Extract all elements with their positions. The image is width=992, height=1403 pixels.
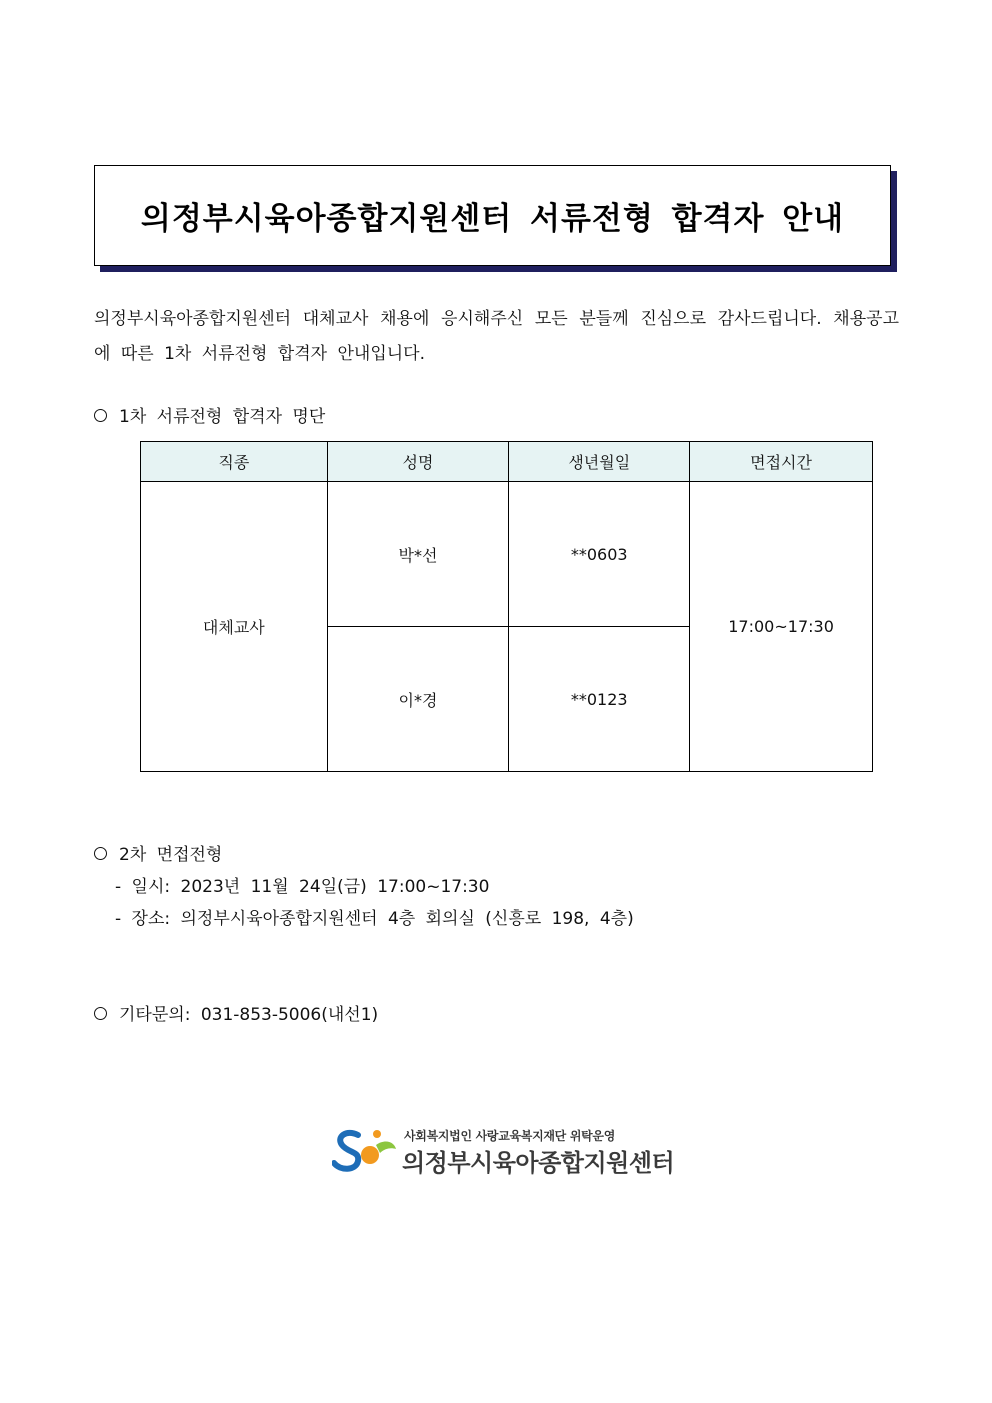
page-title: 의정부시육아종합지원센터 서류전형 합격자 안내 [140, 201, 845, 237]
interview-place-line: - 장소: 의정부시육아종합지원센터 4층 회의실 (신흥로 198, 4층) [115, 909, 634, 929]
logo-name: 의정부시육아종합지원센터 [402, 1149, 675, 1177]
header-job: 직종 [141, 442, 328, 482]
logo-emblem-icon [332, 1125, 400, 1175]
logo-subtitle: 사회복지법인 사랑교육복지재단 위탁운영 [404, 1129, 616, 1143]
name-cell: 박*선 [327, 482, 509, 627]
center-logo [332, 1125, 675, 1177]
section1-heading-text: 1차 서류전형 합격자 명단 [119, 407, 326, 427]
intro-paragraph: 의정부시육아종합지원센터 대체교사 채용에 응시해주신 모든 분들께 진심으로 감사드립니다. 채용공고에 따른 1차 서류전형 합격자 안내입니다. [94, 309, 899, 364]
circle-bullet-icon [94, 409, 107, 422]
name-cell: 이*경 [327, 627, 509, 772]
interview-time-cell: 17:00~17:30 [690, 482, 873, 772]
birth-cell: **0123 [509, 627, 690, 772]
header-birth: 생년월일 [509, 442, 690, 482]
circle-bullet-icon [94, 847, 107, 860]
contact-text: 기타문의: 031-853-5006(내선1) [119, 1005, 379, 1025]
header-interview-time: 면접시간 [690, 442, 873, 482]
passer-table [140, 441, 873, 772]
section1-heading [94, 402, 325, 427]
job-cell: 대체교사 [141, 482, 328, 772]
table-row [141, 482, 873, 627]
section2-heading [94, 840, 222, 865]
birth-cell: **0603 [509, 482, 690, 627]
header-name: 성명 [327, 442, 509, 482]
interview-date-line: - 일시: 2023년 11월 24일(금) 17:00~17:30 [115, 877, 490, 897]
section3-heading [94, 1000, 378, 1025]
title-box [94, 165, 891, 266]
section2-heading-text: 2차 면접전형 [119, 845, 223, 865]
circle-bullet-icon [94, 1007, 107, 1020]
table-header-row [141, 442, 873, 482]
